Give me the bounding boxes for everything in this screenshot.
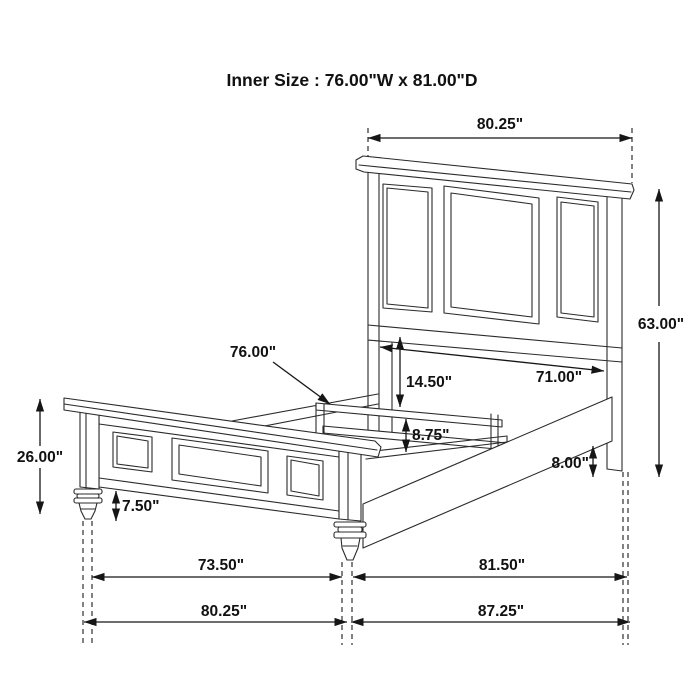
dim-label-headboard-bottom-to-slat: 14.50" — [406, 374, 453, 391]
headboard-panel-center — [444, 186, 539, 324]
footboard-right-foot — [334, 522, 366, 560]
dim-label-headboard-width: 80.25" — [476, 116, 524, 133]
dim-footboard-inner-width — [92, 557, 342, 577]
footboard — [64, 398, 381, 560]
dim-label-inner-rail-depth: 71.00" — [535, 369, 583, 386]
dim-headboard-width — [368, 116, 632, 138]
dim-label-rail-height: 8.75" — [412, 427, 450, 444]
footboard-left-leg — [80, 411, 99, 489]
footboard-left-foot — [74, 489, 102, 519]
dim-label-footboard-height: 26.00" — [16, 449, 64, 466]
dim-label-headboard-height: 63.00" — [637, 316, 685, 333]
footboard-right-leg — [339, 447, 361, 521]
dim-label-footboard-outer-width: 80.25" — [200, 603, 248, 620]
dim-footboard-outer-width — [84, 603, 347, 622]
dim-label-overall-depth: 87.25" — [477, 603, 525, 620]
headboard-panel-left — [383, 184, 432, 312]
footboard-panel-left — [113, 432, 152, 472]
dim-label-slat-width: 76.00" — [229, 344, 277, 361]
footboard-panel-right — [287, 456, 323, 500]
dim-overall-depth — [351, 603, 630, 622]
dim-label-rail-inner-length: 81.50" — [478, 557, 526, 574]
headboard-left-post-lower — [368, 340, 392, 436]
dim-slat-width-callout — [230, 344, 330, 404]
dim-rail-inner-length — [353, 557, 627, 577]
headboard-panel-right — [557, 197, 598, 322]
dim-label-footboard-leg-height: 7.50" — [122, 498, 160, 515]
dim-label-under-rail-clearance: 8.00" — [551, 455, 589, 472]
dim-label-footboard-inner-width: 73.50" — [197, 557, 245, 574]
dim-headboard-bottom-to-slat — [400, 337, 452, 407]
page-title: Inner Size : 76.00"W x 81.00"D — [226, 70, 478, 90]
dim-footboard-leg-height — [116, 491, 160, 521]
dim-headboard-height — [638, 189, 684, 477]
dim-footboard-height — [17, 399, 63, 514]
